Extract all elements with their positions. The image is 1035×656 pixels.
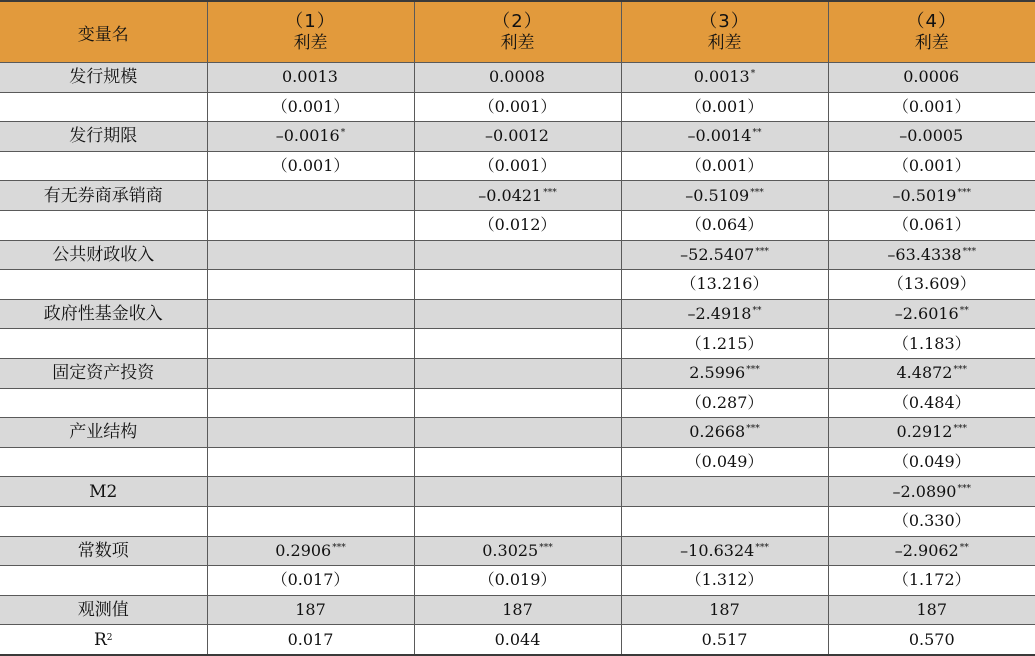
stat-value-cell: 0.517 xyxy=(621,625,828,655)
coefficient-cell xyxy=(621,181,828,211)
coefficient-cell xyxy=(621,418,828,448)
standard-error-cell: （0.001） xyxy=(414,151,621,181)
coefficient-cell xyxy=(414,358,621,388)
standard-error-cell: （1.215） xyxy=(621,329,828,359)
coefficient-value: –10.6324 xyxy=(680,541,754,560)
significance-stars: *** xyxy=(957,484,971,494)
standard-error-cell xyxy=(414,506,621,536)
model-3-label: 利差 xyxy=(622,32,828,54)
coefficient-row xyxy=(0,299,1035,329)
empty-label-cell xyxy=(0,388,207,418)
standard-error-cell: （0.001） xyxy=(621,92,828,122)
coefficient-value: 0.0013 xyxy=(282,67,338,86)
coefficient-row xyxy=(0,477,1035,507)
standard-error-cell: （0.019） xyxy=(414,566,621,596)
coefficient-cell xyxy=(828,358,1035,388)
empty-label-cell xyxy=(0,92,207,122)
significance-stars: *** xyxy=(746,365,760,375)
coefficient-value: –0.0016 xyxy=(276,126,340,145)
coefficient-value: –0.5019 xyxy=(893,186,957,205)
significance-stars: *** xyxy=(957,188,971,198)
stat-name-text: 观测值 xyxy=(78,600,129,620)
coefficient-cell xyxy=(621,477,828,507)
coefficient-cell xyxy=(414,418,621,448)
standard-error-cell: （0.064） xyxy=(621,210,828,240)
standard-error-cell: （13.216） xyxy=(621,270,828,300)
coefficient-cell xyxy=(207,299,414,329)
standard-error-cell: （0.330） xyxy=(828,506,1035,536)
coefficient-value: 0.2912 xyxy=(897,422,953,441)
standard-error-row xyxy=(0,447,1035,477)
coefficient-cell xyxy=(828,477,1035,507)
coefficient-cell xyxy=(828,240,1035,270)
standard-error-cell: （1.172） xyxy=(828,566,1035,596)
coefficient-cell xyxy=(207,536,414,566)
coefficient-cell xyxy=(414,181,621,211)
table-header xyxy=(0,1,1035,63)
significance-stars: ** xyxy=(752,128,761,138)
coefficient-row xyxy=(0,122,1035,152)
standard-error-cell: （0.001） xyxy=(828,151,1035,181)
summary-stat-row xyxy=(0,625,1035,655)
standard-error-cell xyxy=(207,447,414,477)
variable-name: 常数项 xyxy=(0,536,207,566)
model-1-label: 利差 xyxy=(208,32,414,54)
coefficient-cell xyxy=(828,418,1035,448)
coefficient-cell xyxy=(207,418,414,448)
significance-stars: * xyxy=(341,128,346,138)
significance-stars: ** xyxy=(960,543,969,553)
empty-label-cell xyxy=(0,566,207,596)
stat-value-cell: 187 xyxy=(414,595,621,625)
standard-error-cell xyxy=(414,388,621,418)
standard-error-cell xyxy=(621,506,828,536)
standard-error-cell: （1.312） xyxy=(621,566,828,596)
coefficient-value: 0.2906 xyxy=(275,541,331,560)
standard-error-cell: （0.287） xyxy=(621,388,828,418)
empty-label-cell xyxy=(0,329,207,359)
model-3-header xyxy=(621,1,828,63)
summary-stat-row xyxy=(0,595,1035,625)
standard-error-cell: （13.609） xyxy=(828,270,1035,300)
coefficient-cell xyxy=(414,299,621,329)
coefficient-cell xyxy=(414,477,621,507)
standard-error-cell: （0.049） xyxy=(828,447,1035,477)
significance-stars: *** xyxy=(543,188,557,198)
standard-error-cell: （0.061） xyxy=(828,210,1035,240)
standard-error-cell xyxy=(414,329,621,359)
model-3-number: （3） xyxy=(622,11,828,32)
standard-error-row xyxy=(0,270,1035,300)
significance-stars: * xyxy=(751,69,756,79)
coefficient-row xyxy=(0,536,1035,566)
coefficient-value: –2.4918 xyxy=(688,304,752,323)
coefficient-value: –0.0421 xyxy=(478,186,542,205)
model-2-header xyxy=(414,1,621,63)
significance-stars: *** xyxy=(953,365,967,375)
stat-value-cell: 0.044 xyxy=(414,625,621,655)
significance-stars: *** xyxy=(953,424,967,434)
standard-error-cell xyxy=(207,210,414,240)
empty-label-cell xyxy=(0,447,207,477)
coefficient-value: –2.9062 xyxy=(895,541,959,560)
coefficient-value: –2.0890 xyxy=(893,482,957,501)
standard-error-cell: （0.001） xyxy=(207,92,414,122)
coefficient-value: 0.3025 xyxy=(482,541,538,560)
coefficient-value: –52.5407 xyxy=(680,245,754,264)
empty-label-cell xyxy=(0,506,207,536)
model-2-label: 利差 xyxy=(415,32,621,54)
standard-error-row xyxy=(0,92,1035,122)
coefficient-cell xyxy=(207,477,414,507)
significance-stars: ** xyxy=(960,306,969,316)
coefficient-cell xyxy=(621,63,828,93)
standard-error-row xyxy=(0,566,1035,596)
standard-error-cell: （0.001） xyxy=(207,151,414,181)
stat-name xyxy=(0,625,207,655)
model-1-header xyxy=(207,1,414,63)
significance-stars: *** xyxy=(755,543,769,553)
coefficient-value: 2.5996 xyxy=(689,363,745,382)
empty-label-cell xyxy=(0,210,207,240)
coefficient-row xyxy=(0,240,1035,270)
stat-value-cell: 187 xyxy=(207,595,414,625)
coefficient-cell xyxy=(207,122,414,152)
variable-name: 发行规模 xyxy=(0,63,207,93)
model-1-number: （1） xyxy=(208,11,414,32)
coefficient-value: 0.2668 xyxy=(689,422,745,441)
standard-error-cell xyxy=(207,506,414,536)
coefficient-cell xyxy=(207,181,414,211)
coefficient-row xyxy=(0,358,1035,388)
stat-value-cell: 0.017 xyxy=(207,625,414,655)
significance-stars: *** xyxy=(750,188,764,198)
standard-error-cell xyxy=(207,329,414,359)
coefficient-cell xyxy=(621,122,828,152)
variable-name: 发行期限 xyxy=(0,122,207,152)
coefficient-cell xyxy=(621,240,828,270)
coefficient-cell xyxy=(621,299,828,329)
coefficient-cell xyxy=(828,181,1035,211)
variable-column-header: 变量名 xyxy=(0,1,207,63)
variable-name: 有无券商承销商 xyxy=(0,181,207,211)
variable-name: 产业结构 xyxy=(0,418,207,448)
coefficient-value: –0.0005 xyxy=(899,126,963,145)
coefficient-value: –0.5109 xyxy=(685,186,749,205)
standard-error-cell xyxy=(207,388,414,418)
stat-value-cell: 187 xyxy=(828,595,1035,625)
variable-name: M2 xyxy=(0,477,207,507)
standard-error-cell: （0.001） xyxy=(828,92,1035,122)
stat-name-superscript: 2 xyxy=(107,633,113,643)
standard-error-row xyxy=(0,329,1035,359)
coefficient-cell xyxy=(414,63,621,93)
coefficient-cell xyxy=(828,63,1035,93)
significance-stars: *** xyxy=(755,247,769,257)
empty-label-cell xyxy=(0,151,207,181)
stat-name xyxy=(0,595,207,625)
standard-error-cell: （1.183） xyxy=(828,329,1035,359)
significance-stars: *** xyxy=(746,424,760,434)
coefficient-cell xyxy=(621,536,828,566)
standard-error-cell xyxy=(207,270,414,300)
model-4-header xyxy=(828,1,1035,63)
model-4-label: 利差 xyxy=(829,32,1035,54)
standard-error-cell xyxy=(414,270,621,300)
standard-error-cell: （0.049） xyxy=(621,447,828,477)
standard-error-cell xyxy=(414,447,621,477)
coefficient-cell xyxy=(828,299,1035,329)
significance-stars: ** xyxy=(752,306,761,316)
variable-name: 政府性基金收入 xyxy=(0,299,207,329)
variable-name: 固定资产投资 xyxy=(0,358,207,388)
coefficient-row xyxy=(0,181,1035,211)
coefficient-value: –63.4338 xyxy=(887,245,961,264)
standard-error-row xyxy=(0,210,1035,240)
coefficient-value: –2.6016 xyxy=(895,304,959,323)
model-2-number: （2） xyxy=(415,11,621,32)
coefficient-cell xyxy=(828,122,1035,152)
significance-stars: *** xyxy=(332,543,346,553)
standard-error-row xyxy=(0,151,1035,181)
coefficient-cell xyxy=(207,63,414,93)
coefficient-value: –0.0012 xyxy=(485,126,549,145)
coefficient-row xyxy=(0,418,1035,448)
model-4-number: （4） xyxy=(829,11,1035,32)
coefficient-value: 0.0013 xyxy=(694,67,750,86)
standard-error-cell: （0.017） xyxy=(207,566,414,596)
coefficient-cell xyxy=(414,240,621,270)
coefficient-cell xyxy=(207,358,414,388)
variable-name: 公共财政收入 xyxy=(0,240,207,270)
coefficient-row xyxy=(0,63,1035,93)
significance-stars: *** xyxy=(963,247,977,257)
standard-error-cell: （0.001） xyxy=(621,151,828,181)
coefficient-value: 0.0006 xyxy=(903,67,959,86)
coefficient-cell xyxy=(207,240,414,270)
table-body xyxy=(0,63,1035,655)
coefficient-cell xyxy=(621,358,828,388)
coefficient-value: –0.0014 xyxy=(688,126,752,145)
coefficient-cell xyxy=(828,536,1035,566)
empty-label-cell xyxy=(0,270,207,300)
header-row xyxy=(0,1,1035,63)
standard-error-cell: （0.001） xyxy=(414,92,621,122)
standard-error-cell: （0.012） xyxy=(414,210,621,240)
coefficient-value: 4.4872 xyxy=(897,363,953,382)
standard-error-cell: （0.484） xyxy=(828,388,1035,418)
stat-name-text: R xyxy=(94,630,107,650)
coefficient-cell xyxy=(414,536,621,566)
stat-value-cell: 0.570 xyxy=(828,625,1035,655)
standard-error-row xyxy=(0,506,1035,536)
coefficient-cell xyxy=(414,122,621,152)
stat-value-cell: 187 xyxy=(621,595,828,625)
significance-stars: *** xyxy=(539,543,553,553)
coefficient-value: 0.0008 xyxy=(489,67,545,86)
standard-error-row xyxy=(0,388,1035,418)
